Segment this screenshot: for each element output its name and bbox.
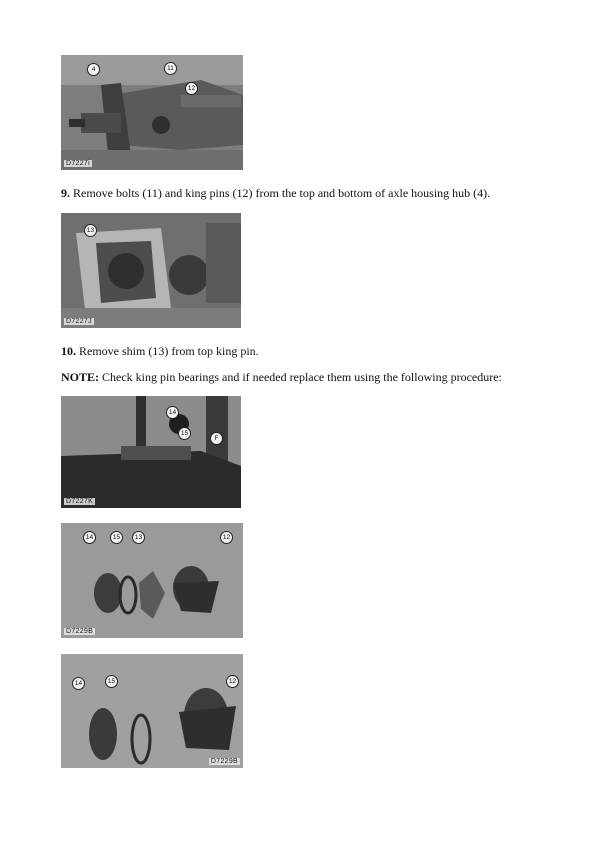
step-number: 9. [61, 186, 70, 200]
note-text: Check king pin bearings and if needed replace them using the following procedure: [102, 370, 502, 384]
photo-king-pin-parts [61, 523, 243, 638]
photo-bearing-press [61, 396, 241, 508]
figure-id: D7227J [66, 318, 92, 325]
callout-11: 11 [164, 62, 177, 75]
step-10 [61, 344, 259, 358]
note [61, 370, 502, 384]
photo-bearing-and-pin [61, 654, 243, 768]
step-text: Remove bolts (11) and king pins (12) from the top and bottom of axle housing hub (4). [73, 186, 491, 200]
photo-king-pin-shim [61, 213, 241, 328]
callout-15: 15 [178, 427, 191, 440]
callout-4: 4 [87, 63, 100, 76]
step-9 [61, 186, 490, 200]
step-text: Remove shim (13) from top king pin. [79, 344, 259, 358]
note-label: NOTE: [61, 370, 100, 384]
callout-14: 14 [72, 677, 85, 690]
callout-F: F [210, 432, 223, 445]
callout-12: 12 [220, 531, 233, 544]
callout-12: 12 [226, 675, 239, 688]
callout-14: 14 [166, 406, 179, 419]
step-number: 10. [61, 344, 76, 358]
figure-id: D7229B [210, 758, 238, 765]
callout-15: 15 [105, 675, 118, 688]
callout-13: 13 [84, 224, 97, 237]
photo-axle-housing-hub [61, 55, 243, 170]
callout-15: 15 [110, 531, 123, 544]
callout-12: 12 [185, 82, 198, 95]
callout-14: 14 [83, 531, 96, 544]
figure-id: D7227K [66, 498, 94, 505]
callout-13: 13 [132, 531, 145, 544]
figure-id: D7227i [66, 160, 90, 167]
figure-id: D7229B [66, 628, 94, 635]
